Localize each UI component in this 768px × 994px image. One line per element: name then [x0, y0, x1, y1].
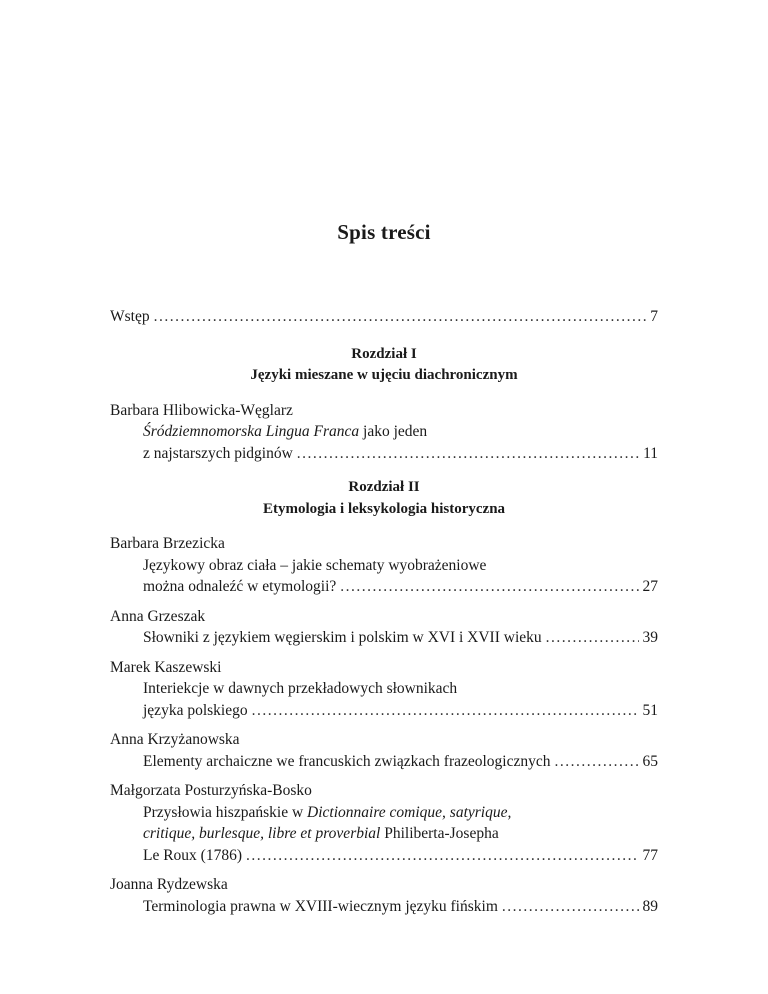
entry-title-text: jako jeden	[359, 423, 428, 440]
entry-title-text: Przysłowia hiszpańskie w	[143, 803, 308, 821]
entry-last-line	[110, 627, 658, 649]
page-number: 51	[642, 701, 658, 719]
page-number: 11	[643, 444, 658, 462]
dot-leader	[252, 700, 639, 722]
entry-title-text: Słowniki z językiem węgierskim i polskim w XVI i XVII wieku	[143, 629, 542, 646]
entry-last-line	[110, 845, 658, 867]
dot-leader	[340, 576, 638, 598]
dot-leader	[555, 751, 639, 773]
page-number: 65	[642, 752, 658, 770]
toc-entry-intro[interactable]	[110, 306, 658, 328]
entry-title-italic: Dictionnaire comique, satyrique,	[307, 803, 512, 821]
page-number: 27	[642, 578, 658, 595]
entry-title-text: języka polskiego	[143, 701, 248, 719]
toc-entry[interactable]	[110, 780, 658, 866]
toc-entry[interactable]	[110, 400, 658, 465]
page-number: 77	[642, 846, 658, 864]
dot-leader	[297, 443, 639, 465]
entry-last-line	[110, 700, 658, 722]
chapter-name: Języki mieszane w ujęciu diachronicznym	[250, 367, 518, 383]
table-of-contents	[110, 306, 658, 917]
dot-leader	[502, 896, 639, 918]
entry-title-line	[110, 823, 658, 845]
dot-leader	[546, 627, 639, 649]
toc-entry[interactable]	[110, 874, 658, 917]
entry-title-text: Philiberta-Josepha	[380, 825, 499, 842]
entry-title-text: Elementy archaiczne we francuskich związkach frazeologicznych	[143, 752, 551, 770]
toc-entry[interactable]	[110, 533, 658, 598]
entry-author: Joanna Rydzewska	[110, 876, 228, 893]
entry-author: Barbara Brzezicka	[110, 535, 225, 552]
page-number: 7	[650, 308, 658, 325]
toc-entry[interactable]	[110, 657, 658, 722]
entry-title-line: Interiekcje w dawnych przekładowych słownikach	[143, 680, 458, 697]
entry-title-text: Le Roux (1786)	[143, 846, 243, 864]
toc-entry[interactable]	[110, 729, 658, 772]
entry-last-line	[110, 896, 658, 918]
entry-author: Anna Krzyżanowska	[110, 731, 240, 748]
entry-title-italic: critique, burlesque, libre et proverbial	[143, 825, 381, 842]
page-title: Spis treści	[337, 220, 431, 244]
entry-author: Barbara Hlibowicka-Węglarz	[110, 401, 293, 419]
page-number: 89	[642, 897, 658, 915]
entry-author: Anna Grzeszak	[110, 607, 206, 625]
entry-author: Małgorzata Posturzyńska-Bosko	[110, 782, 312, 799]
entry-author: Marek Kaszewski	[110, 658, 222, 676]
entry-last-line	[110, 751, 658, 773]
entry-last-line	[110, 576, 658, 598]
entry-title-text: można odnaleźć w etymologii?	[143, 578, 337, 595]
dot-leader	[246, 845, 638, 867]
chapter-number: Rozdział I	[351, 345, 417, 362]
entry-title-line	[110, 802, 658, 824]
chapter-heading-1	[110, 344, 658, 387]
entry-last-line	[110, 443, 658, 465]
chapter-number: Rozdział II	[348, 479, 420, 495]
entry-title-line	[110, 421, 658, 443]
toc-entry[interactable]	[110, 606, 658, 649]
entry-title-italic: Śródziemnomorska Lingua Franca	[143, 423, 360, 440]
toc-entry-title: Wstęp	[110, 308, 150, 325]
entry-title-text: Terminologia prawna w XVIII-wiecznym języku fińskim	[143, 897, 498, 915]
chapter-heading-2	[110, 477, 658, 520]
entry-title-text: z najstarszych pidginów	[143, 444, 293, 462]
chapter-name: Etymologia i leksykologia historyczna	[262, 500, 506, 517]
page-number: 39	[642, 629, 658, 646]
dot-leader	[154, 306, 647, 328]
entry-title-line: Językowy obraz ciała – jakie schematy wyobrażeniowe	[143, 556, 487, 574]
